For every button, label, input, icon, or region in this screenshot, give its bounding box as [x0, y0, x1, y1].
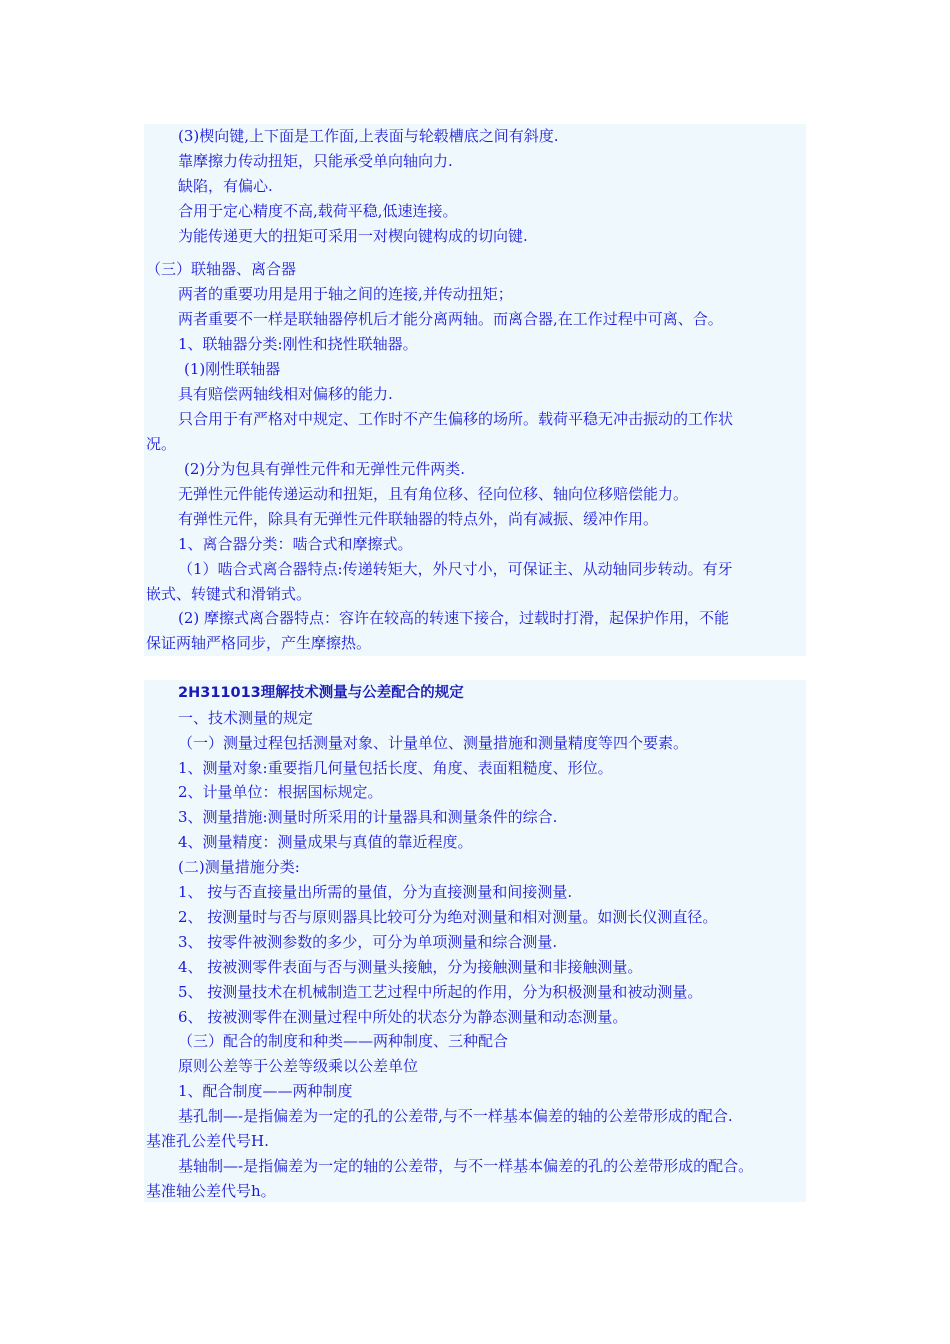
text-line: 具有赔偿两轴线相对偏移的能力. — [178, 385, 393, 403]
text-line: 1、配合制度——两种制度 — [178, 1082, 353, 1100]
text-line: 况。 — [146, 435, 177, 453]
text-line: 4、测量精度：测量成果与真值的靠近程度。 — [178, 833, 473, 851]
text-line: 3、 按零件被测参数的多少，可分为单项测量和综合测量. — [178, 933, 558, 951]
text-line: (1)刚性联轴器 — [184, 360, 281, 378]
text-line: 靠摩擦力传动扭矩，只能承受单向轴向力. — [178, 152, 453, 170]
text-line: 基孔制—-是指偏差为一定的孔的公差带,与不一样基本偏差的轴的公差带形成的配合. — [178, 1107, 733, 1125]
text-line: （三）配合的制度和种类——两种制度、三种配合 — [178, 1032, 509, 1050]
section-heading: （三）联轴器、离合器 — [146, 260, 297, 278]
text-line: 基轴制—-是指偏差为一定的轴的公差带，与不一样基本偏差的孔的公差带形成的配合。 — [178, 1157, 754, 1175]
text-line: 5、 按测量技术在机械制造工艺过程中所起的作用，分为积极测量和被动测量。 — [178, 983, 703, 1001]
text-line: 1、测量对象:重要指几何量包括长度、角度、表面粗糙度、形位。 — [178, 759, 613, 777]
text-line: 1、离合器分类：啮合式和摩擦式。 — [178, 535, 413, 553]
text-line: 2、 按测量时与否与原则器具比较可分为绝对测量和相对测量。如测长仪测直径。 — [178, 908, 718, 926]
section-title: 2H311013理解技术测量与公差配合的规定 — [178, 685, 464, 701]
text-line: 1、联轴器分类:刚性和挠性联轴器。 — [178, 335, 418, 353]
text-line: (二)测量措施分类: — [178, 858, 300, 876]
text-line: （1）啮合式离合器特点:传递转矩大，外尺寸小，可保证主、从动轴同步转动。有牙 — [178, 560, 733, 578]
text-line: 两者重要不一样是联轴器停机后才能分离两轴。而离合器,在工作过程中可离、合。 — [178, 310, 723, 328]
text-line: 1、 按与否直接量出所需的量值，分为直接测量和间接测量. — [178, 883, 573, 901]
text-line: 保证两轴严格同步，产生摩擦热。 — [146, 634, 372, 652]
text-line: 两者的重要功用是用于轴之间的连接,并传动扭矩； — [178, 285, 513, 303]
text-line: 2、计量单位：根据国标规定。 — [178, 783, 383, 801]
text-line: 基准孔公差代号H. — [146, 1132, 269, 1150]
text-line: 6、 按被测零件在测量过程中所处的状态分为静态测量和动态测量。 — [178, 1008, 628, 1026]
text-line: 原则公差等于公差等级乘以公差单位 — [178, 1057, 419, 1075]
text-line: (3)楔向键,上下面是工作面,上表面与轮毂槽底之间有斜度. — [178, 127, 559, 145]
text-line: （一）测量过程包括测量对象、计量单位、测量措施和测量精度等四个要素。 — [178, 734, 689, 752]
text-line: 一、技术测量的规定 — [178, 709, 314, 727]
text-line: 缺陷，有偏心. — [178, 177, 273, 195]
text-line: 为能传递更大的扭矩可采用一对楔向键构成的切向键. — [178, 227, 528, 245]
text-line: (2)分为包具有弹性元件和无弹性元件两类. — [184, 460, 466, 478]
text-line: 嵌式、转键式和滑销式。 — [146, 585, 312, 603]
text-line: (2) 摩擦式离合器特点：容许在较高的转速下接合，过载时打滑，起保护作用，不能 — [178, 609, 730, 627]
text-line: 基准轴公差代号h。 — [146, 1182, 276, 1200]
text-line: 只合用于有严格对中规定、工作时不产生偏移的场所。载荷平稳无冲击振动的工作状 — [178, 410, 734, 428]
text-line: 合用于定心精度不高,载荷平稳,低速连接。 — [178, 202, 458, 220]
text-line: 4、 按被测零件表面与否与测量头接触，分为接触测量和非接触测量。 — [178, 958, 643, 976]
text-line: 3、测量措施:测量时所采用的计量器具和测量条件的综合. — [178, 808, 558, 826]
text-line: 无弹性元件能传递运动和扭矩，且有角位移、径向位移、轴向位移赔偿能力。 — [178, 485, 689, 503]
text-line: 有弹性元件，除具有无弹性元件联轴器的特点外，尚有减振、缓冲作用。 — [178, 510, 659, 528]
